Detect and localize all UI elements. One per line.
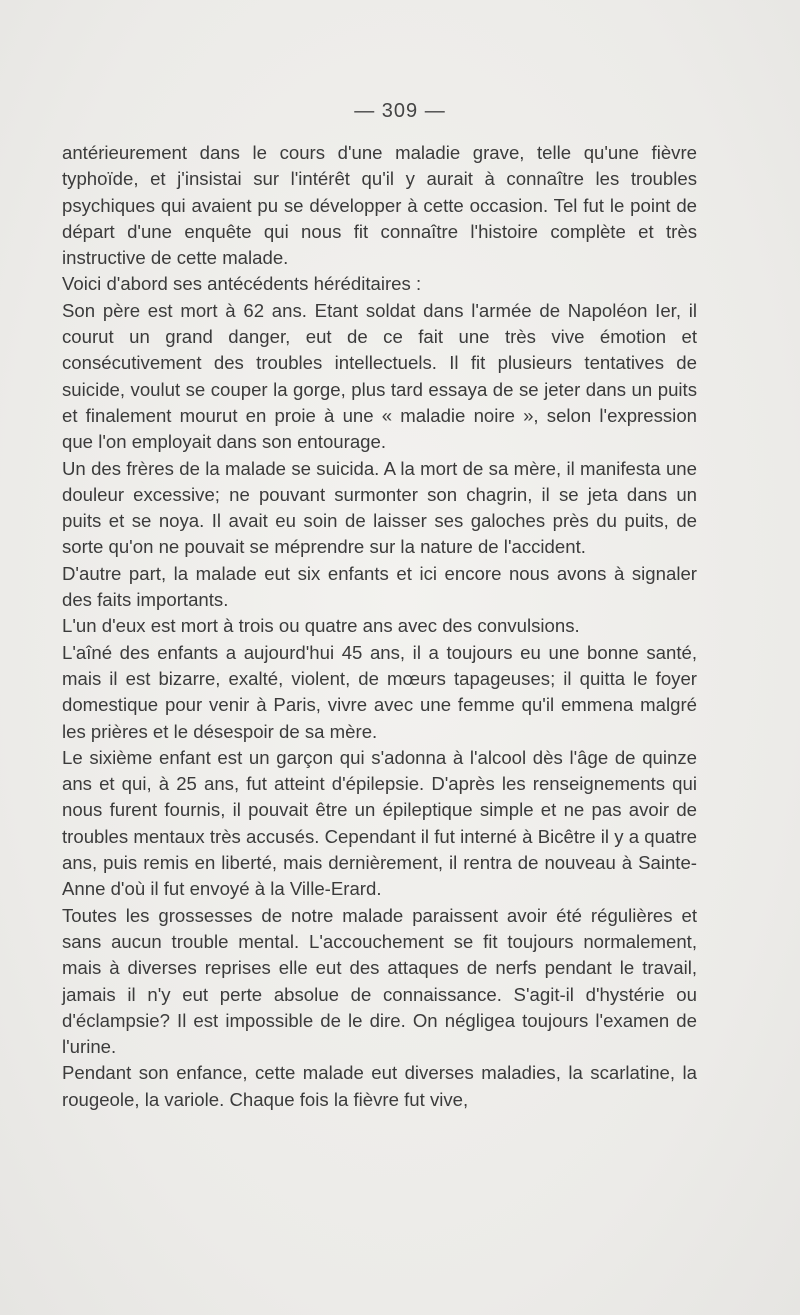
paragraph-6: L'un d'eux est mort à trois ou quatre ans avec des convulsions. bbox=[62, 615, 580, 637]
paragraph-4: Un des frères de la malade se suicida. A la mort de sa mère, il manifesta une douleur excessive; ne pouvant surmonter son chagrin, il se jeta dans un puits et se noya. Il avait eu soin de laisser ses galoches près du puits, de sorte qu'on ne pouvait se méprendre sur la nature de l'accident. bbox=[62, 457, 697, 558]
paragraph-10: Pendant son enfance, cette malade eut diverses maladies, la scarlatine, la rougeole, la variole. Chaque fois la fièvre fut vive, bbox=[62, 1062, 697, 1110]
paragraph-8: Le sixième enfant est un garçon qui s'adonna à l'alcool dès l'âge de quinze ans et qui, à 25 ans, fut atteint d'épilepsie. D'après les renseignements qui nous furent fournis, il pouvait être un épileptique simple et ne pas avoir de troubles mentaux très accusés. Cependant il fut interné à Bicêtre il y a quatre ans, puis remis en liberté, mais dernièrement, il rentra de nouveau à Sainte-Anne d'où il fut envoyé à la Ville-Erard. bbox=[62, 746, 697, 900]
paragraph-1: antérieurement dans le cours d'une maladie grave, telle qu'une fièvre typhoïde, et j'insistai sur l'intérêt qu'il y aurait à connaître les troubles psychiques qui avaient pu se développer à cette occasion. Tel fut le point de départ d'une enquête qui nous fit connaître l'histoire complète et très instructive de cette malade. bbox=[62, 142, 697, 269]
paragraph-7: L'aîné des enfants a aujourd'hui 45 ans, il a toujours eu une bonne santé, mais il est bizarre, exalté, violent, de mœurs tapageuses; il quitta le foyer domestique pour venir à Paris, vivre avec une femme qu'il emmena malgré les prières et le désespoir de sa mère. bbox=[62, 641, 697, 742]
paragraph-5: D'autre part, la malade eut six enfants et ici encore nous avons à signaler des faits importants. bbox=[62, 562, 697, 611]
paragraph-9: Toutes les grossesses de notre malade paraissent avoir été régulières et sans aucun trouble mental. L'accouchement se fit toujours normalement, mais à diverses reprises elle eut des attaques de nerfs pendant le travail, jamais il n'y eut perte absolue de connaissance. S'agit-il d'hystérie ou d'éclampsie? Il est impossible de le dire. On négligea toujours l'examen de l'urine. bbox=[62, 904, 697, 1058]
text-body bbox=[62, 140, 697, 1113]
paragraph-2: Voici d'abord ses antécédents héréditaires : bbox=[62, 273, 422, 295]
page-number: — 309 — bbox=[354, 100, 446, 122]
paragraph-3: Son père est mort à 62 ans. Etant soldat dans l'armée de Napoléon Ier, il courut un grand danger, eut de ce fait une très vive émotion et consécutivement des troubles intellectuels. Il fit plusieurs tentatives de suicide, voulut se couper la gorge, plus tard essaya de se jeter dans un puits et finalement mourut en proie à une « maladie noire », selon l'expression que l'on employait dans son entourage. bbox=[62, 299, 697, 453]
